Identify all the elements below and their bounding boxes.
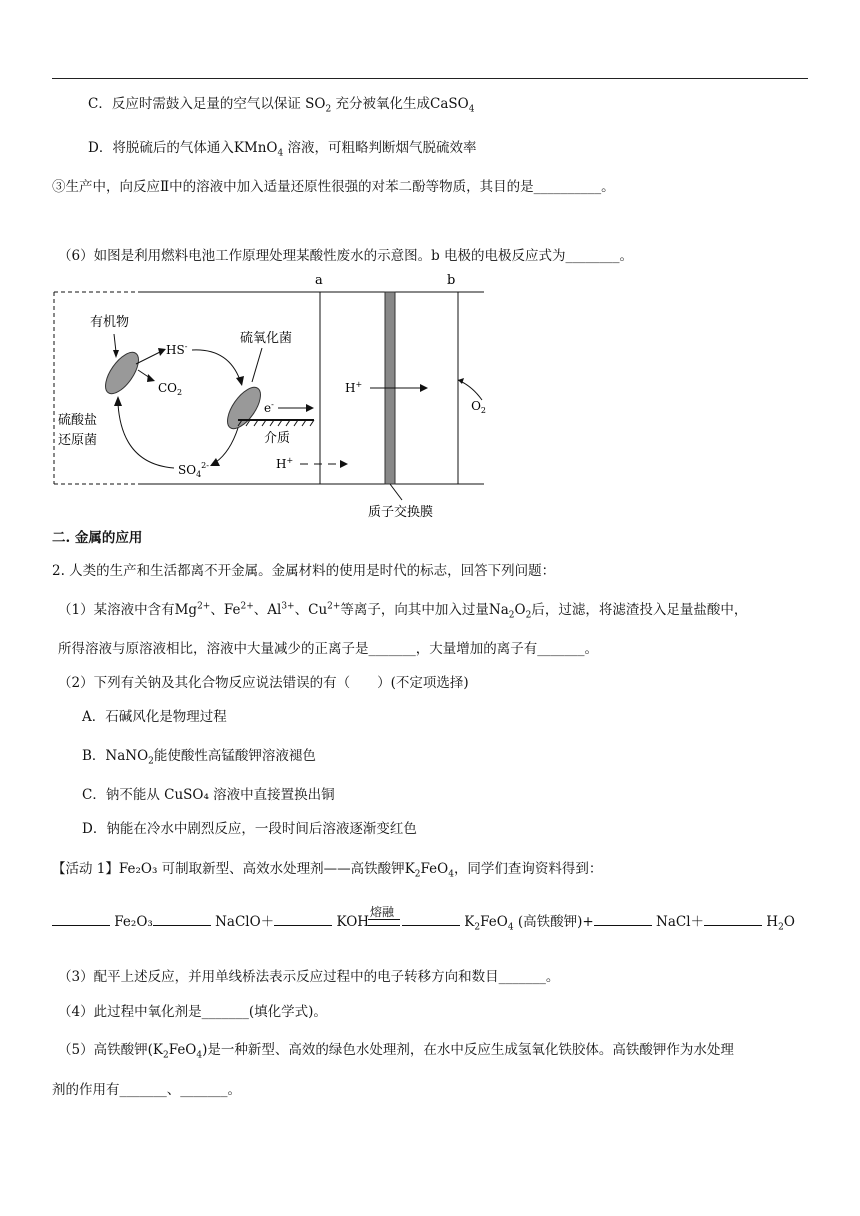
question-6: （6）如图是利用燃料电池工作原理处理某酸性废水的示意图。b 电极的电极反应式为________。 [58,248,634,264]
electron-label: e- [264,400,274,415]
question-2-1-line1: （1）某溶液中含有$Mg^{2+}$、$Fe^{2+}$、$Al^{3+}$、$Cu^{2+}$等离子，向其中加入过量$Na_2O_2$后，过滤，将滤渣投入足量盐酸中， [58,601,748,621]
hplus-left-label: H+ [276,456,294,471]
option-a: A．石碱风化是物理过程 [82,709,227,725]
melt-condition: 熔融 [370,905,395,919]
equals-sign [368,919,400,926]
sulfate-reducing-bacteria [99,347,145,399]
organic-label: 有机物 [90,315,130,330]
question-2-2: （2）下列有关钠及其化合物反应说法错误的有（ ）(不定项选择) [58,675,469,691]
question-3-balance: （3）配平上述反应，并用单线桥法表示反应过程中的电子转移方向和数目_______。 [58,969,560,985]
so4-label: $SO_4^{2-}$ [178,461,209,479]
co2-label: $CO_2$ [158,381,183,397]
electrode-a-label: a [315,273,323,288]
hplus-mid-label: H+ [345,380,363,395]
question-4: （4）此过程中氧化剂是_______(填化学式)。 [58,1004,327,1020]
activity-1: 【活动 1】Fe₂O₃ 可制取新型、高效水处理剂——高铁酸钾$K_2FeO_4$，同学们查询资料得到： [52,861,603,880]
o2-label: $O_2$ [471,399,486,415]
electrode-b-label: b [447,273,456,288]
header-rule [52,78,808,79]
option-c-line: C．反应时需鼓入足量的空气以保证 $SO_2$ 充分被氧化生成CaSO$_4$ [88,96,475,115]
reaction-equation: Fe₂O₃ NaClO＋ KOH 熔融 $K_2FeO_4$ (高铁酸钾)+ NaCl＋ $H_2O$ [52,903,808,933]
sulfate-label-1: 硫酸盐 [58,413,98,428]
sulfate-label-2: 还原菌 [58,433,98,448]
question-3: ③生产中，向反应Ⅱ中的溶液中加入适量还原性很强的对苯二酚等物质，其目的是__________。 [52,179,615,195]
option-b: B．NaNO$_2$能使酸性高锰酸钾溶液褪色 [82,748,316,767]
fuel-cell-diagram [52,268,492,524]
question-2-intro: 2. 人类的生产和生活都离不开金属。金属材料的使用是时代的标志，回答下列问题： [52,563,556,579]
membrane-label: 质子交换膜 [368,505,434,520]
section-heading: 二. 金属的应用 [52,530,143,546]
sulfur-ox-label: 硫氧化菌 [240,331,293,346]
medium-label: 介质 [264,431,291,446]
option-c: C．钠不能从 CuSO₄ 溶液中直接置换出铜 [82,787,335,803]
question-2-1-line2: 所得溶液与原溶液相比，溶液中大量减少的正离子是_______，大量增加的离子有_______。 [58,641,598,657]
question-5-line1: （5）高铁酸钾$(K_2FeO_4)$是一种新型、高效的绿色水处理剂，在水中反应生成氢氧化铁胶体。高铁酸钾作为水处理 [58,1042,734,1061]
sulfur-oxidizing-bacteria [221,382,267,434]
option-d-line: D．将脱硫后的气体通入KMnO$_4$ 溶液，可粗略判断烟气脱硫效率 [88,140,477,159]
question-5-line2: 剂的作用有_______、_______。 [52,1082,241,1098]
hs-label: HS- [166,342,188,357]
option-d: D．钠能在冷水中剧烈反应，一段时间后溶液逐渐变红色 [82,821,417,837]
